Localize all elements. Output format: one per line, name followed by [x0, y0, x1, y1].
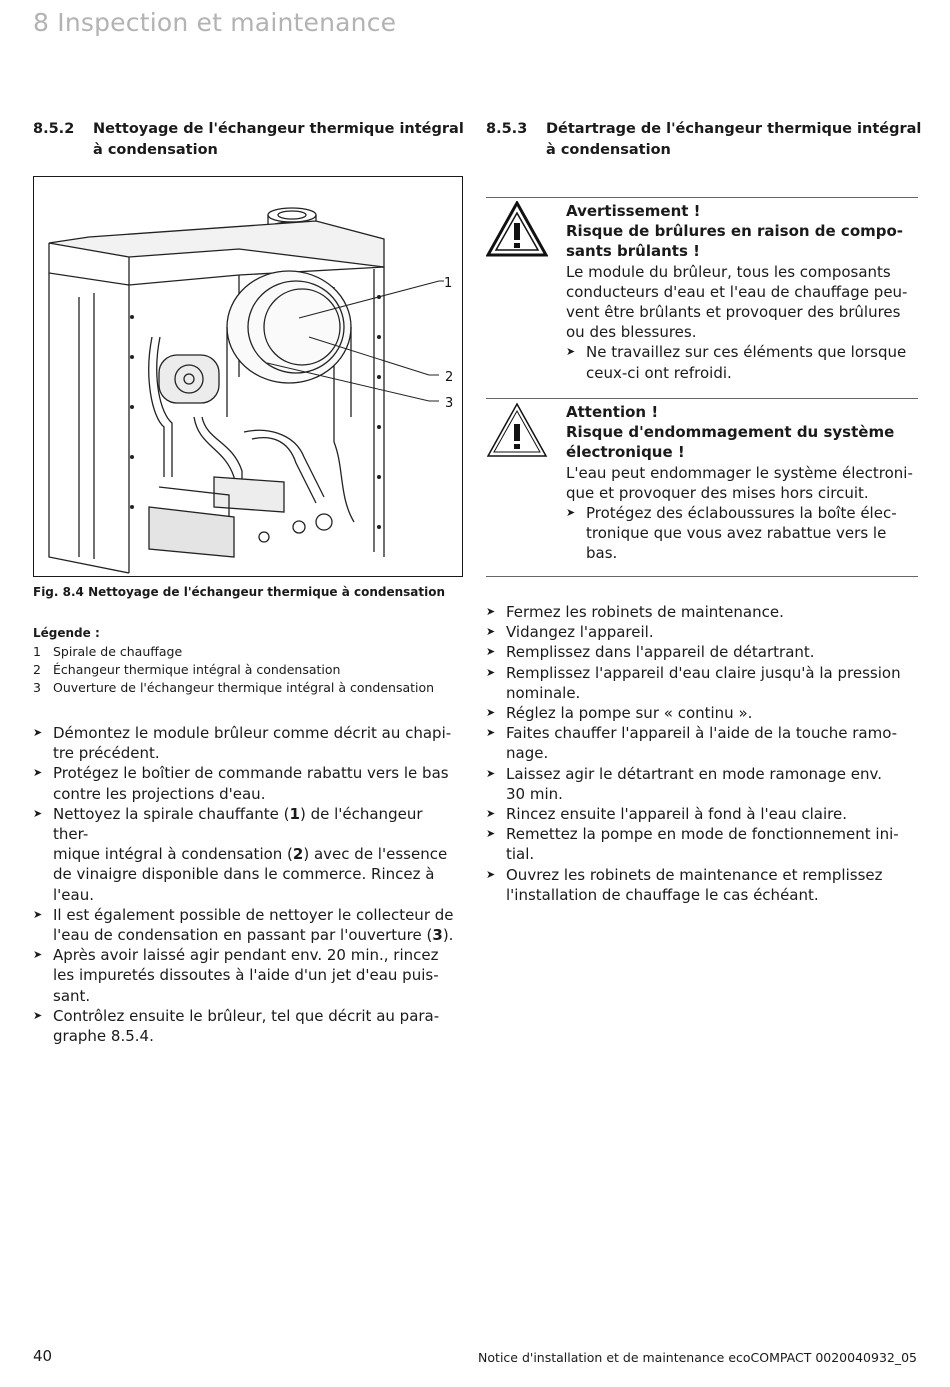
boiler-drawing: [34, 177, 463, 577]
list-item: ➤ Nettoyez la spirale chauffante (1) de l'échangeur ther- mique intégral à condensation (2) avec de l'essence de vinaigre disponible dans le commerce. Rincez à l'eau.: [33, 804, 458, 905]
list-item: ➤ Remplissez l'appareil d'eau claire jusqu'à la pression nominale.: [486, 663, 911, 703]
callout-1: 1: [444, 276, 453, 291]
list-item: ➤ Après avoir laissé agir pendant env. 20 min., rincez les impuretés dissoutes à l'aide d'un jet d'eau puis- sant.: [33, 945, 458, 1006]
divider: [486, 398, 918, 399]
page-number: 40: [33, 1347, 53, 1365]
legend-list: [33, 643, 434, 697]
legend-item: 1 Spirale de chauffage: [33, 644, 183, 659]
descaling-steps-list: [486, 602, 911, 905]
attention-triangle-icon: [486, 402, 548, 458]
figure-caption: Fig. 8.4 Nettoyage de l'échangeur thermique à condensation: [33, 585, 446, 599]
list-item: ➤ Contrôlez ensuite le brûleur, tel que décrit au para- graphe 8.5.4.: [33, 1006, 458, 1046]
boiler-illustration: [33, 176, 463, 577]
section-number: 8.5.3: [486, 121, 528, 137]
legend-item: 2 Échangeur thermique intégral à condensation: [33, 662, 341, 677]
section-number: 8.5.2: [33, 121, 75, 137]
divider: [486, 197, 918, 198]
legend-title: Légende :: [33, 626, 100, 640]
list-item: ➤ Remettez la pompe en mode de fonctionnement ini- tial.: [486, 824, 911, 864]
warning-triangle-icon: [486, 201, 548, 257]
attention-block: [486, 402, 918, 572]
page-header-title: 8 Inspection et maintenance: [33, 8, 397, 37]
list-item: ➤ Remplissez dans l'appareil de détartrant.: [486, 642, 911, 662]
attention-action: ➤ Protégez des éclaboussures la boîte élec- tronique que vous avez rabattue vers le bas.: [566, 503, 918, 564]
warning-block: [486, 201, 918, 391]
list-item: ➤ Rincez ensuite l'appareil à fond à l'eau claire.: [486, 804, 911, 824]
legend-item: 3 Ouverture de l'échangeur thermique intégral à condensation: [33, 680, 435, 695]
list-item: ➤ Vidangez l'appareil.: [486, 622, 911, 642]
divider: [486, 576, 918, 577]
callout-3: 3: [445, 396, 454, 411]
list-item: ➤ Démontez le module brûleur comme décrit au chapi- tre précédent.: [33, 723, 458, 763]
list-item: ➤ Il est également possible de nettoyer le collecteur de l'eau de condensation en passant par l'ouverture (3).: [33, 905, 458, 945]
cleaning-steps-list: [33, 723, 458, 1046]
document-reference: Notice d'installation et de maintenance ecoCOMPACT 0020040932_05: [478, 1350, 917, 1365]
attention-text: Attention ! Risque d'endommagement du système électronique ! L'eau peut endommager le système électroni- que et provoquer des mises hors circuit. ➤ Protégez des éclaboussures la boîte élec- tronique que vous avez rabattue vers le bas.: [566, 402, 918, 564]
warning-action: ➤ Ne travaillez sur ces éléments que lorsque ceux-ci ont refroidi.: [566, 342, 918, 382]
list-item: ➤ Faites chauffer l'appareil à l'aide de la touche ramo- nage.: [486, 723, 911, 763]
list-item: ➤ Protégez le boîtier de commande rabattu vers le bas contre les projections d'eau.: [33, 763, 458, 803]
list-item: ➤ Fermez les robinets de maintenance.: [486, 602, 911, 622]
list-item: ➤ Laissez agir le détartrant en mode ramonage env. 30 min.: [486, 764, 911, 804]
list-item: ➤ Ouvrez les robinets de maintenance et remplissez l'installation de chauffage le cas échéant.: [486, 865, 911, 905]
section-title: Détartrage de l'échangeur thermique intégral à condensation: [546, 121, 922, 158]
warning-text: Avertissement ! Risque de brûlures en raison de compo- sants brûlants ! Le module du brûleur, tous les composants conducteurs d'eau et l'eau de chauffage peu- vent être brûlants et provoquer des brûlures ou des blessures. ➤ Ne travaillez sur ces éléments que lorsque ceux-ci ont refroidi.: [566, 201, 918, 383]
list-item: ➤ Réglez la pompe sur « continu ».: [486, 703, 911, 723]
callout-2: 2: [445, 370, 454, 385]
section-title: Nettoyage de l'échangeur thermique intégral à condensation: [93, 121, 464, 158]
